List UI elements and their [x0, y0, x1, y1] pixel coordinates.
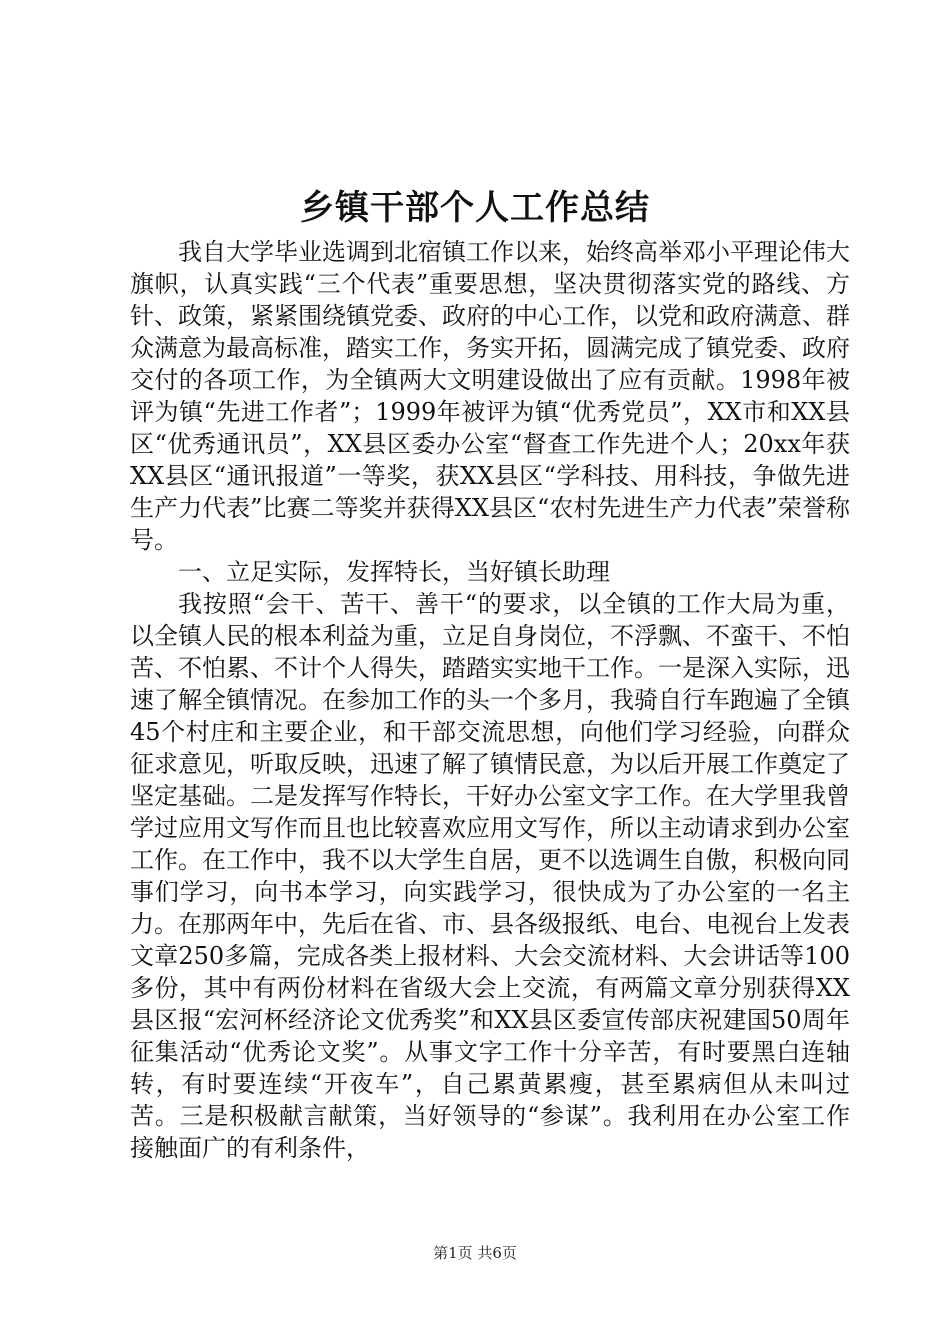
- document-body: [130, 236, 850, 1164]
- page-number-footer: 第1页 共6页: [433, 1244, 517, 1262]
- section-heading: 一、立足实际，发挥特长，当好镇长助理: [178, 558, 610, 586]
- document-title: 乡镇干部个人工作总结: [300, 188, 650, 228]
- intro-paragraph: 我自大学毕业选调到北宿镇工作以来，始终高举邓小平理论伟大旗帜，认真实践“三个代表”重要思想，坚决贯彻落实党的路线、方针、政策，紧紧围绕镇党委、政府的中心工作，以党和政府满意、群众满意为最高标准，踏实工作，务实开拓，圆满完成了镇党委、政府交付的各项工作，为全镇两大文明建设做出了应有贡献。1998年被评为镇“先进工作者”；1999年被评为镇“优秀党员”，XX市和XX县区“优秀通讯员”，XX县区委办公室“督查工作先进个人；20xx年获XX县区“通讯报道”一等奖，获XX县区“学科技、用科技，争做先进生产力代表”比赛二等奖并获得XX县区“农村先进生产力代表”荣誉称号。: [130, 238, 850, 554]
- section-paragraph: 我按照“会干、苦干、善干“的要求，以全镇的工作大局为重，以全镇人民的根本利益为重，立足自身岗位，不浮飘、不蛮干、不怕苦、不怕累、不计个人得失，踏踏实实地干工作。一是深入实际，迅速了解全镇情况。在参加工作的头一个多月，我骑自行车跑遍了全镇45个村庄和主要企业，和干部交流思想，向他们学习经验，向群众征求意见，听取反映，迅速了解了镇情民意，为以后开展工作奠定了坚定基础。二是发挥写作特长，干好办公室文字工作。在大学里我曾学过应用文写作而且也比较喜欢应用文写作，所以主动请求到办公室工作。在工作中，我不以大学生自居，更不以选调生自傲，积极向同事们学习，向书本学习，向实践学习，很快成为了办公室的一名主力。在那两年中，先后在省、市、县各级报纸、电台、电视台上发表文章250多篇，完成各类上报材料、大会交流材料、大会讲话等100多份，其中有两份材料在省级大会上交流，有两篇文章分别获得XX县区报“宏河杯经济论文优秀奖”和XX县区委宣传部庆祝建国50周年征集活动“优秀论文奖”。从事文字工作十分辛苦，有时要黑白连轴转，有时要连续“开夜车”，自己累黄累瘦，甚至累病但从未叫过苦。三是积极献言献策，当好领导的“参谋”。我利用在办公室工作接触面广的有利条件，: [130, 590, 850, 1162]
